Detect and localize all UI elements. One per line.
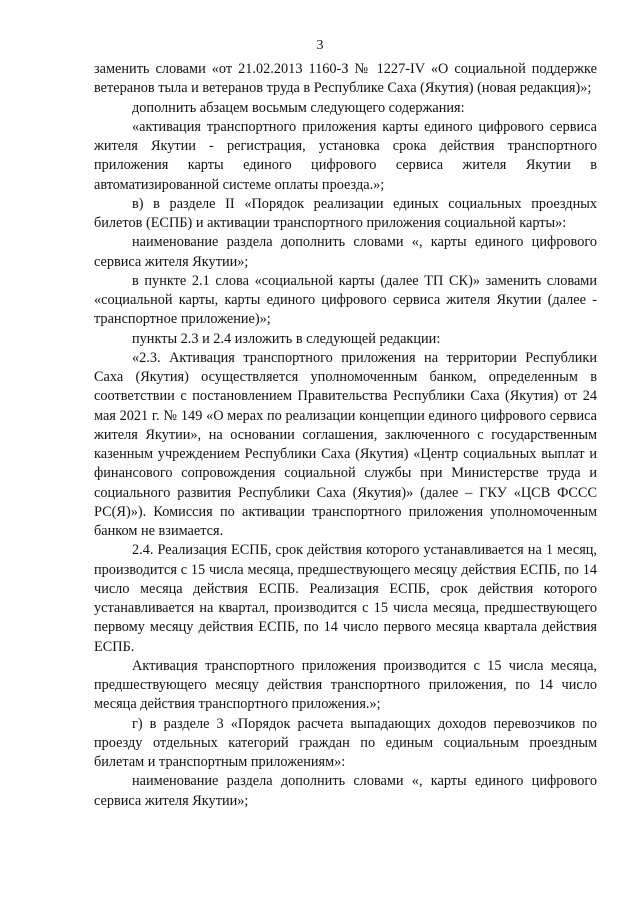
paragraph-6: в пункте 2.1 слова «социальной карты (далее ТП СК)» заменить словами «социальной карты, карты единого цифрового сервиса жителя Якутии (далее - транспортное приложение)»; <box>94 272 597 328</box>
page-number: 3 <box>316 38 324 53</box>
paragraph-3: «активация транспортного приложения карты единого цифрового сервиса жителя Якутии - регистрация, установка срока действия транспортного приложения карты единого цифрового сервиса жителя Якутии в автоматизированной системе оплаты проезда.»; <box>94 118 597 193</box>
paragraph-10: Активация транспортного приложения производится с 15 числа месяца, предшествующего месяцу действия транспортного приложения, по 14 число месяца действия транспортного приложения.»; <box>94 657 597 713</box>
paragraph-8: «2.3. Активация транспортного приложения на территории Республики Саха (Якутия) осуществляется уполномоченным банком, определенным в соответствии с постановлением Правительства Республики Саха (Якутия) от 24 мая 2021 г. № 149 «О мерах по реализации концепции единого цифрового сервиса жителя Якутии», на основании соглашения, заключенного с государственным казенным учреждением Республики Саха (Якутия) «Центр социальных выплат и финансового сопровождения социальной службы при Министерстве труда и социального развития Республики Саха (Якутия)» (далее – ГКУ «ЦСВ ФССС РС(Я)»). Комиссия по активации транспортного приложения уполномоченным банком не взимается. <box>94 349 597 539</box>
paragraph-11: г) в разделе 3 «Порядок расчета выпадающих доходов перевозчиков по проезду отдельных категорий граждан по единым социальным проездным билетам и транспортным приложениям»: <box>94 715 597 770</box>
paragraph-12: наименование раздела дополнить словами «, карты единого цифрового сервиса жителя Якутии»; <box>94 773 597 809</box>
paragraph-2: дополнить абзацем восьмым следующего содержания: <box>132 99 465 116</box>
paragraph-7: пункты 2.3 и 2.4 изложить в следующей редакции: <box>132 330 441 347</box>
paragraph-1: заменить словами «от 21.02.2013 1160-З № 1227-IV «О социальной поддержке ветеранов тыла и ветеранов труда в Республике Саха (Якутия) (новая редакция)»; <box>94 61 597 97</box>
paragraph-9: 2.4. Реализация ЕСПБ, срок действия которого устанавливается на 1 месяц, производится с 15 числа месяца, предшествующего месяцу действия ЕСПБ, по 14 число месяца действия ЕСПБ. Реализация ЕСПБ, срок действия которого устанавливается на квартал, производится с 15 числа месяца, предшествующего первому месяцу действия ЕСПБ, по 14 число первого месяца квартала действия ЕСПБ. <box>94 542 597 655</box>
paragraph-4: в) в разделе II «Порядок реализации единых социальных проездных билетов (ЕСПБ) и активации транспортного приложения социальной карты»: <box>94 195 597 231</box>
paragraph-5: наименование раздела дополнить словами «, карты единого цифрового сервиса жителя Якутии»; <box>94 234 597 270</box>
document-body <box>94 60 597 811</box>
